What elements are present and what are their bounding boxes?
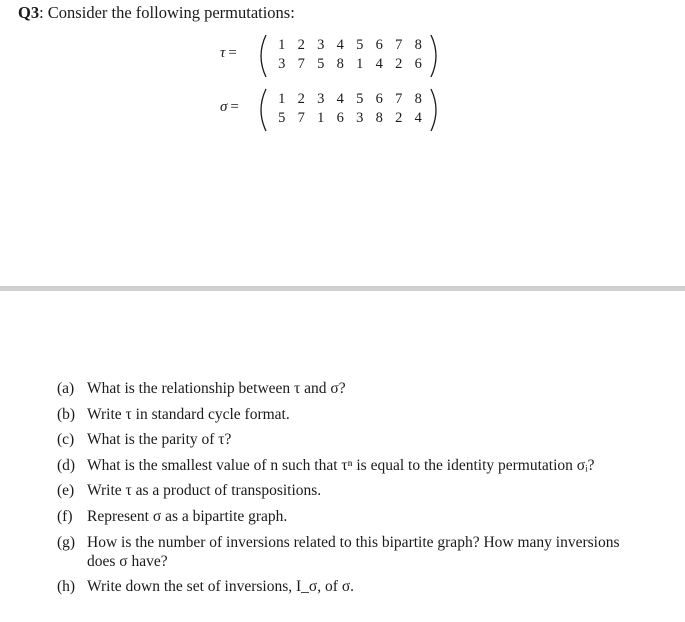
matrix-cell: 2 [395, 110, 403, 126]
question-text: What is the smallest value of n such that τⁿ is equal to the identity permutation σᵢ? [87, 456, 595, 474]
left-parenthesis [256, 88, 268, 132]
matrix-cell: 3 [356, 110, 364, 126]
permutation-matrix [272, 90, 428, 128]
matrix-cell: 8 [414, 91, 422, 107]
question-text: How is the number of inversions related to this bipartite graph? How many inversions does σ have? [87, 533, 620, 570]
matrix-cell: 1 [317, 110, 325, 126]
question-label: (d) [57, 456, 76, 474]
question-text: Write down the set of inversions, I_σ, of σ. [87, 578, 355, 596]
matrix-cell: 4 [375, 56, 383, 72]
question-item [57, 507, 627, 526]
question-text: What is the relationship between τ and σ? [87, 380, 346, 397]
matrix-cell: 3 [317, 91, 325, 107]
matrix-bottom-row [272, 109, 428, 128]
question-item [57, 481, 627, 500]
matrix-cell: 6 [375, 37, 383, 53]
question-number: Q3 [18, 3, 40, 22]
equals-sign: = [230, 99, 239, 115]
question-list [57, 379, 627, 603]
matrix-cell: 8 [375, 110, 383, 126]
matrix-cell: 7 [395, 37, 403, 53]
matrix-cell: 5 [356, 37, 364, 53]
question-header [18, 3, 295, 23]
question-item [57, 379, 627, 398]
matrix-cell: 7 [297, 110, 305, 126]
matrix-cell: 7 [395, 91, 403, 107]
matrix-cell: 8 [336, 56, 344, 72]
question-item [57, 533, 627, 571]
permutation-symbol: τ [220, 45, 226, 61]
question-intro: : Consider the following permutations: [39, 3, 295, 22]
question-label: (f) [57, 507, 73, 525]
question-item [57, 577, 627, 596]
matrix-cell: 2 [395, 56, 403, 72]
question-label: (h) [57, 578, 76, 596]
matrix-cell: 3 [317, 37, 325, 53]
question-label: (b) [57, 405, 76, 423]
matrix-cell: 6 [414, 56, 422, 72]
matrix-cell: 1 [278, 37, 286, 53]
matrix-cell: 2 [297, 91, 305, 107]
matrix-cell: 2 [297, 37, 305, 53]
question-text: Write τ as a product of transpositions. [87, 482, 322, 500]
permutation-matrix [272, 36, 428, 74]
matrix-cell: 4 [336, 37, 344, 53]
question-item [57, 430, 627, 449]
matrix-cell: 7 [297, 56, 305, 72]
left-parenthesis [256, 34, 268, 78]
equals-sign: = [228, 45, 237, 61]
matrix-cell: 5 [317, 56, 325, 72]
question-item [57, 456, 627, 475]
permutation-lhs [220, 45, 254, 62]
question-label: (a) [57, 380, 75, 397]
matrix-top-row [272, 36, 428, 55]
permutation-lhs [220, 99, 254, 116]
matrix-cell: 4 [414, 110, 422, 126]
permutation-symbol: σ [220, 99, 228, 115]
matrix-cell: 4 [336, 91, 344, 107]
matrix-cell: 6 [336, 110, 344, 126]
page-divider [0, 286, 685, 291]
matrix-cell: 5 [278, 110, 286, 126]
matrix-bottom-row [272, 55, 428, 74]
question-label: (g) [57, 533, 76, 551]
matrix-cell: 5 [356, 91, 364, 107]
question-label: (e) [57, 482, 75, 500]
right-parenthesis [429, 34, 441, 78]
question-text: Represent σ as a bipartite graph. [87, 507, 288, 525]
matrix-cell: 8 [414, 37, 422, 53]
matrix-cell: 1 [356, 56, 364, 72]
question-text: Write τ in standard cycle format. [87, 405, 290, 423]
matrix-cell: 1 [278, 91, 286, 107]
question-item [57, 405, 627, 424]
question-label: (c) [57, 431, 75, 449]
question-text: What is the parity of τ? [87, 431, 232, 449]
matrix-cell: 6 [375, 91, 383, 107]
matrix-cell: 3 [278, 56, 286, 72]
matrix-top-row [272, 90, 428, 109]
right-parenthesis [429, 88, 441, 132]
